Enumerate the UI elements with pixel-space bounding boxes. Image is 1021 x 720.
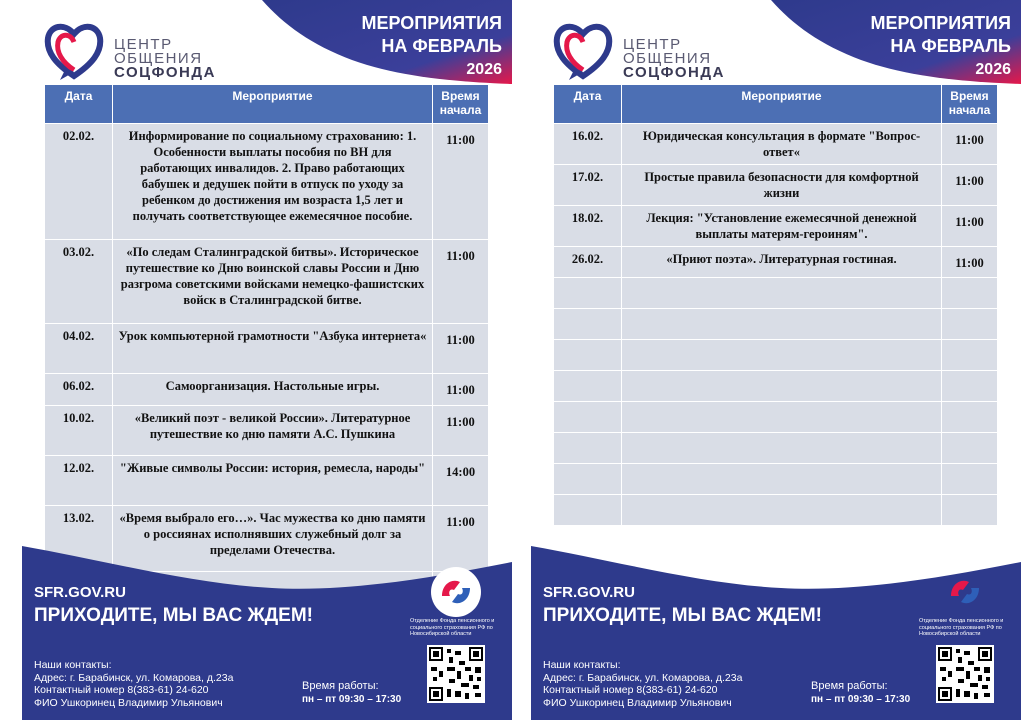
brand-name — [114, 38, 216, 80]
brand-line: СОЦФОНДА — [114, 64, 216, 81]
empty-row — [554, 309, 998, 340]
empty-cell — [622, 340, 942, 371]
qr-code-icon — [936, 645, 994, 703]
empty-cell — [554, 402, 622, 433]
event-title: «По следам Сталинградской битвы». Историческое путешествие ко Дню воинской славы России и Дню разгрома советскими войсками немецко-фашистских войск в Сталинградской битве. — [113, 240, 433, 324]
empty-cell — [622, 433, 942, 464]
event-date: 13.02. — [45, 506, 113, 572]
empty-cell — [622, 371, 942, 402]
hours-value: пн – пт 09:30 – 17:30 — [302, 694, 402, 705]
contacts-phone: Контактный номер 8(383-61) 24-620 — [543, 684, 718, 696]
hours-label: Время работы: — [302, 680, 379, 692]
event-title: Урок компьютерной грамотности "Азбука интернета« — [113, 324, 433, 374]
brand-line: ЦЕНТР — [623, 36, 682, 53]
working-hours — [302, 680, 401, 706]
table-row — [45, 456, 489, 506]
site-url[interactable]: SFR.GOV.RU — [34, 584, 126, 601]
empty-cell — [622, 495, 942, 526]
empty-row — [554, 495, 998, 526]
title-line: НА ФЕВРАЛЬ — [381, 36, 502, 56]
brand-line: ЦЕНТР — [114, 36, 173, 53]
empty-cell — [622, 402, 942, 433]
column-header-time: Время начала — [942, 85, 998, 124]
title-line: МЕРОПРИЯТИЯ — [870, 13, 1011, 33]
contacts-person: ФИО Ушкоринец Владимир Ульянович — [34, 696, 223, 709]
event-date: 03.02. — [45, 240, 113, 324]
event-time: 14:00 — [433, 456, 489, 506]
brand-name — [623, 38, 725, 80]
event-title: Лекция: "Установление ежемесячной денежной выплаты матерям-героиням". — [622, 206, 942, 247]
event-date: 10.02. — [45, 406, 113, 456]
contacts-block — [543, 659, 742, 709]
event-time: 11:00 — [433, 240, 489, 324]
event-time: 11:00 — [433, 324, 489, 374]
contacts-block — [34, 659, 233, 709]
event-date: 17.02. — [554, 165, 622, 206]
empty-cell — [554, 278, 622, 309]
empty-cell — [942, 371, 998, 402]
contacts-address: Адрес: г. Барабинск, ул. Комарова, д.23а — [34, 671, 234, 684]
event-title: Самоорганизация. Настольные игры. — [113, 374, 433, 406]
table-row — [45, 124, 489, 240]
table-row — [45, 406, 489, 456]
poster-page-2 — [531, 0, 1021, 720]
event-time: 11:00 — [433, 406, 489, 456]
event-date: 02.02. — [45, 124, 113, 240]
site-url[interactable]: SFR.GOV.RU — [543, 584, 635, 601]
empty-row — [554, 278, 998, 309]
event-title: Информирование по социальному страхованию: 1. Особенности выплаты пособия по ВН для работающих инвалидов. 2. Право работающих бабушек и дедушек пойти в отпуск по уходу за ребенком до достижения им возраста 1,5 лет и получать соответствующее ежемесячное пособие. — [113, 124, 433, 240]
page-title — [871, 12, 1011, 81]
event-time: 11:00 — [942, 124, 998, 165]
table-row — [554, 124, 998, 165]
empty-cell — [622, 464, 942, 495]
event-date: 06.02. — [45, 374, 113, 406]
empty-cell — [942, 402, 998, 433]
title-year: 2026 — [975, 61, 1011, 78]
empty-cell — [554, 433, 622, 464]
event-title: Юридическая консультация в формате "Вопрос-ответ« — [622, 124, 942, 165]
event-date: 16.02. — [554, 124, 622, 165]
empty-row — [554, 402, 998, 433]
column-header-time: Время начала — [433, 85, 489, 124]
contacts-person: ФИО Ушкоринец Владимир Ульянович — [543, 696, 732, 709]
empty-row — [554, 464, 998, 495]
column-header-date: Дата — [554, 85, 622, 124]
table-row — [45, 374, 489, 406]
event-time: 11:00 — [942, 247, 998, 278]
table-row — [554, 165, 998, 206]
brand-line: ОБЩЕНИЯ — [114, 50, 203, 67]
empty-row — [554, 433, 998, 464]
empty-cell — [554, 309, 622, 340]
title-line: МЕРОПРИЯТИЯ — [361, 13, 502, 33]
empty-cell — [554, 340, 622, 371]
empty-row — [554, 371, 998, 402]
org-name: Отделение Фонда пенсионного и социального страхования РФ по Новосибирской области — [919, 618, 1004, 637]
event-title: "Живые символы России: история, ремесла, народы" — [113, 456, 433, 506]
schedule-table — [553, 84, 998, 526]
table-row — [554, 206, 998, 247]
empty-cell — [622, 278, 942, 309]
event-time: 11:00 — [433, 124, 489, 240]
event-date: 04.02. — [45, 324, 113, 374]
hours-value: пн – пт 09:30 – 17:30 — [811, 694, 911, 705]
event-time: 11:00 — [433, 374, 489, 406]
empty-row — [554, 340, 998, 371]
contacts-title: Наши контакты: — [34, 659, 112, 671]
table-header-row — [45, 85, 489, 124]
brand-line: СОЦФОНДА — [623, 64, 725, 81]
slogan: ПРИХОДИТЕ, МЫ ВАС ЖДЕМ! — [34, 605, 313, 626]
sfr-logo-icon — [939, 566, 991, 618]
heart-logo-icon — [44, 18, 104, 82]
qr-code-icon — [427, 645, 485, 703]
empty-cell — [942, 464, 998, 495]
column-header-date: Дата — [45, 85, 113, 124]
org-name: Отделение Фонда пенсионного и социального страхования РФ по Новосибирской области — [410, 618, 495, 637]
empty-cell — [942, 278, 998, 309]
title-line: НА ФЕВРАЛЬ — [890, 36, 1011, 56]
empty-cell — [622, 309, 942, 340]
event-title: «Приют поэта». Литературная гостиная. — [622, 247, 942, 278]
sfr-logo-icon — [430, 566, 482, 618]
brand-line: ОБЩЕНИЯ — [623, 50, 712, 67]
event-date: 12.02. — [45, 456, 113, 506]
table-row — [554, 247, 998, 278]
column-header-event: Мероприятие — [113, 85, 433, 124]
event-date: 26.02. — [554, 247, 622, 278]
empty-cell — [942, 495, 998, 526]
title-year: 2026 — [466, 61, 502, 78]
contacts-phone: Контактный номер 8(383-61) 24-620 — [34, 684, 209, 696]
empty-cell — [942, 340, 998, 371]
table-row — [45, 240, 489, 324]
table-header-row — [554, 85, 998, 124]
slogan: ПРИХОДИТЕ, МЫ ВАС ЖДЕМ! — [543, 605, 822, 626]
working-hours — [811, 680, 910, 706]
empty-cell — [554, 371, 622, 402]
table-row — [45, 324, 489, 374]
event-title: «Время выбрало его…». Час мужества ко дню памяти о россиянах исполнявших служебный долг за пределами Отечества. — [113, 506, 433, 572]
schedule-table — [44, 84, 489, 612]
event-time: 11:00 — [942, 206, 998, 247]
column-header-event: Мероприятие — [622, 85, 942, 124]
empty-cell — [942, 309, 998, 340]
empty-cell — [554, 464, 622, 495]
event-date: 18.02. — [554, 206, 622, 247]
event-time: 11:00 — [433, 506, 489, 572]
page-title — [362, 12, 502, 81]
hours-label: Время работы: — [811, 680, 888, 692]
event-time: 11:00 — [942, 165, 998, 206]
event-title: «Великий поэт - великой России». Литературное путешествие ко дню памяти А.С. Пушкина — [113, 406, 433, 456]
event-title: Простые правила безопасности для комфортной жизни — [622, 165, 942, 206]
contacts-title: Наши контакты: — [543, 659, 621, 671]
poster-page-1 — [22, 0, 512, 720]
heart-logo-icon — [553, 18, 613, 82]
empty-cell — [554, 495, 622, 526]
contacts-address: Адрес: г. Барабинск, ул. Комарова, д.23а — [543, 671, 743, 684]
empty-cell — [942, 433, 998, 464]
